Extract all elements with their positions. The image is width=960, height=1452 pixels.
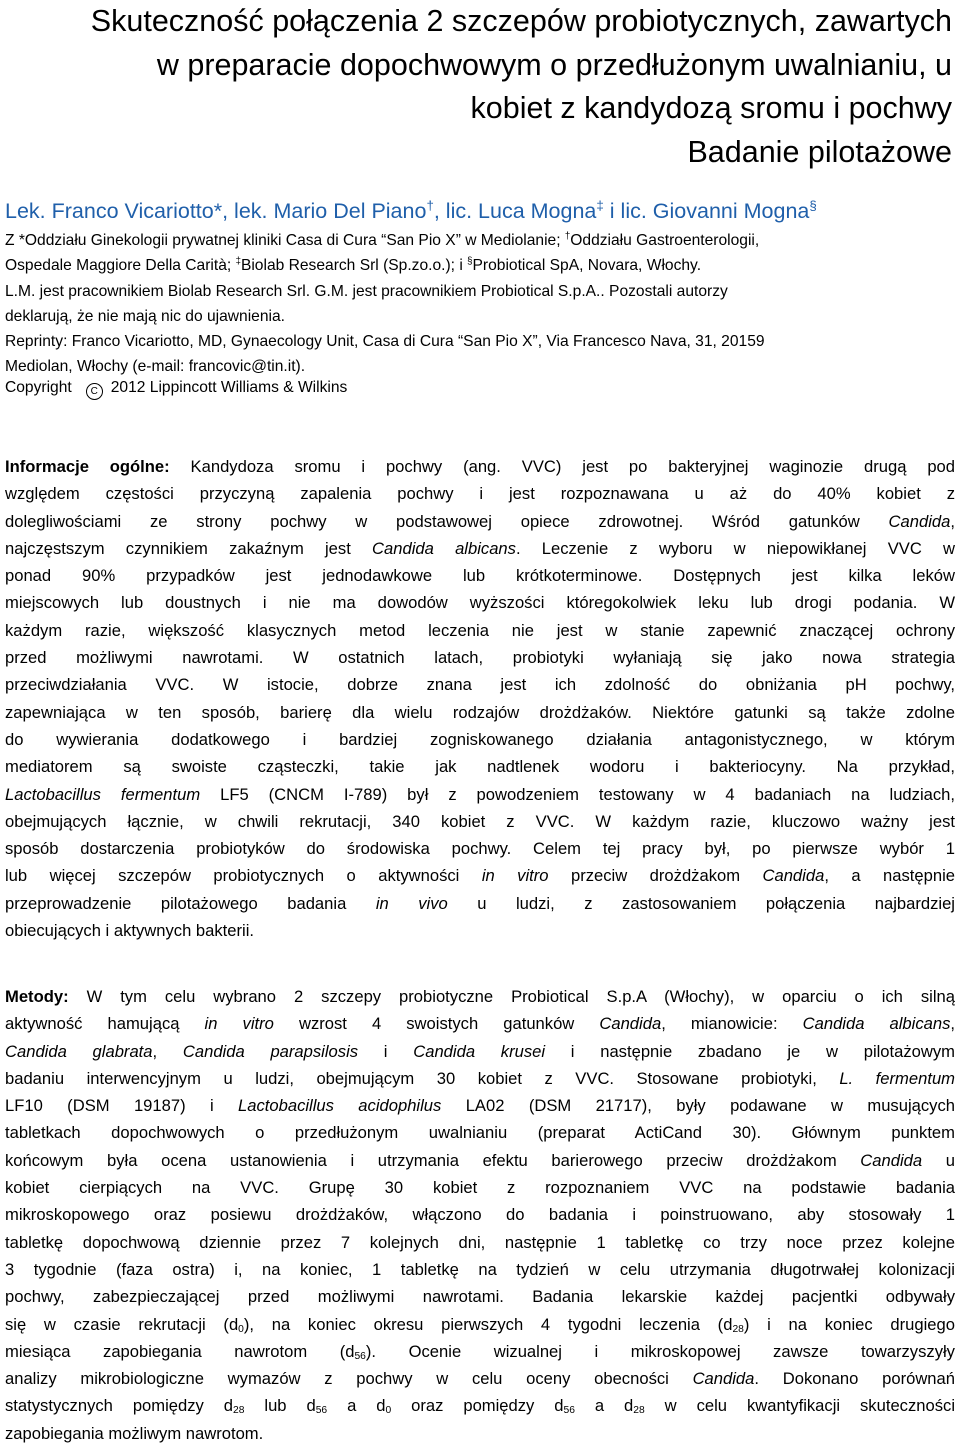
affiliation-text: Ospedale Maggiore Della Carità; [5, 257, 236, 275]
text: analizy mikrobiologiczne wymazów z pochwy w celu oceny obecności [5, 1369, 693, 1389]
paragraph-line [5, 1092, 955, 1119]
text: się w czasie rekrutacji (d [5, 1314, 239, 1334]
paragraph-line [5, 1147, 955, 1174]
text: lub więcej szczepów probiotycznych o aktywności [5, 866, 482, 886]
reprint-line: Mediolan, Włochy (e-mail: francovic@tin.it). [5, 358, 306, 376]
paragraph-line: przeciwdziałania VVC. W istocie, dobrze znana jest ich zdolność do obniżania pH pochwy, [5, 675, 955, 695]
text: LA02 (DSM 21717), były podawane w musujących [441, 1096, 955, 1116]
affiliation-mark: ‡ [235, 256, 241, 268]
text: ). Ocenie wizualnej i mikroskopowej zawsze towarzyszyły [365, 1341, 955, 1361]
paragraph-line [5, 1038, 955, 1065]
text: statystycznych pomiędzy d [5, 1396, 234, 1416]
italic-term: in vivo [375, 893, 448, 913]
text: , [152, 1041, 183, 1061]
paragraph-line: względem częstości przyczyną zapalenia pochwy i jest rozpoznawana u aż do 40% kobiet z [5, 484, 955, 504]
text: przeciw drożdżakom [548, 866, 763, 886]
text: a d [327, 1396, 386, 1416]
subscript: 28 [633, 1405, 645, 1417]
author-text: Lek. Franco Vicariotto*, lek. Mario Del Piano [5, 199, 427, 223]
text: , [950, 511, 955, 531]
paragraph-line: ponad 90% przypadków jest jednodawkowe lub krótkoterminowe. Dostępnych jest kilka leków [5, 566, 955, 586]
paragraph-line [5, 453, 955, 480]
subscript: 56 [354, 1350, 366, 1362]
paragraph-line [5, 1311, 955, 1338]
copyright-icon: C [86, 383, 103, 400]
paragraph-line: do wywierania dodatkowego i bardziej zogniskowanego działania antagonistycznego, w którym [5, 729, 955, 749]
paragraph-line [5, 1392, 955, 1419]
paragraph-line [5, 535, 955, 562]
text: i [358, 1041, 414, 1061]
text: aktywność hamującą [5, 1014, 205, 1034]
text: u ludzi, z zastosowaniem połączenia najbardziej [447, 893, 955, 913]
affiliation-text: Biolab Research Srl (Sp.zo.o.); i [240, 257, 468, 275]
text: , a następnie [824, 866, 955, 886]
text: , [950, 1014, 956, 1034]
affiliation-mark: † [564, 231, 571, 243]
paragraph-line: miejscowych lub doustnych i nie ma dowodów wyższości któregokolwiek leku lub drogi podania. W [5, 593, 955, 613]
copyright-label: Copyright [5, 379, 72, 396]
section-label: Metody: [5, 987, 69, 1006]
text: dolegliwościami ze strony pochwy w podstawowej opiece zdrowotnej. Wśród gatunków [5, 511, 889, 531]
paragraph-line: pochwy, zabezpieczającej przed możliwymi nawrotami. Badania lekarskie każdej pacjentki odbywały [5, 1287, 955, 1307]
text: , mianowicie: [661, 1014, 803, 1034]
paragraph-line: mediatorem są swoiste cząsteczki, takie jak nadtlenek wodoru i bakteriocyny. Na przykład, [5, 757, 955, 777]
paragraph-line: każdym razie, większość klasycznych metod leczenia nie jest w stanie zapewnić znaczącej ochrony [5, 620, 955, 640]
title-line: Skuteczność połączenia 2 szczepów probiotycznych, zawartych [90, 4, 952, 38]
text: Kandydoza sromu i pochwy (ang. VVC) jest po bakteryjnej waginozie drugą pod [169, 457, 955, 476]
italic-term: Candida [762, 866, 825, 886]
text: . Dokonano porównań [754, 1369, 955, 1389]
italic-term: Candida [599, 1014, 662, 1034]
paragraph-line [5, 1338, 955, 1365]
affiliation-text: Z *Oddziału Ginekologii prywatnej kliniki Casa di Cura “San Pio X” w Mediolanie; [5, 232, 565, 249]
affiliation-mark: ‡ [596, 197, 604, 213]
title-line: w preparacie dopochwowym o przedłużonym uwalnianiu, u [156, 47, 952, 82]
paragraph-line: 3 tygodnie (faza ostra) i, na koniec, 1 tabletkę na tydzień w celu utrzymania długotrwałej kolonizacji [5, 1259, 955, 1279]
text: ), na koniec okresu pierwszych 4 tygodni leczenia (d [243, 1314, 733, 1334]
text: końcowym była ocena ustanowienia i utrzymania efektu barierowego przeciw drożdżakom [5, 1150, 861, 1170]
italic-term: Candida krusei [413, 1041, 546, 1061]
paragraph-line: zapewniająca w ten sposób, barierę dla wielu rodzajów drożdżaków. Niektóre gatunki są także zdolne [5, 702, 955, 722]
paragraph-line [5, 890, 955, 917]
italic-term: Candida [860, 1150, 923, 1170]
document-subtitle: Badanie pilotażowe [687, 134, 952, 169]
italic-term: in vitro [481, 866, 549, 886]
paragraph-line: zapobiegania możliwym nawrotom. [5, 1423, 264, 1443]
text: przeprowadzenie pilotażowego badania [5, 893, 376, 913]
italic-term: Candida parapsilosis [182, 1041, 359, 1061]
document-title [0, 0, 952, 174]
affiliations [5, 228, 955, 380]
reprint-line: Reprinty: Franco Vicariotto, MD, Gynaecology Unit, Casa di Cura “San Pio X”, Via Francesco Nava, 31, 20159 [5, 333, 765, 351]
text: u [922, 1150, 955, 1170]
text: najczęstszym czynnikiem zakaźnym jest [5, 538, 373, 558]
paragraph-line [5, 508, 955, 535]
affiliation-mark: † [426, 197, 434, 213]
text: oraz pomiędzy d [391, 1396, 564, 1416]
affiliation-text: Oddziału Gastroenterologii, [570, 232, 760, 249]
text: wzrost 4 swoistych gatunków [273, 1014, 600, 1034]
italic-term: Candida [888, 511, 951, 531]
text: ) i na koniec drugiego [743, 1314, 955, 1334]
copyright-text: 2012 Lippincott Williams & Wilkins [110, 379, 348, 396]
paragraph-line: mikroskopowego oraz posiewu drożdżaków, włączono do badania i poinstruowano, aby stosowały 1 [5, 1205, 955, 1225]
italic-term: L. fermentum [839, 1068, 955, 1088]
italic-term: Lactobacillus fermentum [5, 784, 201, 804]
affiliation-mark: § [467, 256, 473, 268]
affiliation-mark: § [809, 197, 817, 213]
text: LF5 (CNCM I-789) był z powodzeniem testowany w 4 badaniach na ludziach, [200, 784, 956, 804]
paragraph-line: kobiet cierpiących na VVC. Grupę 30 kobiet z rozpoznaniem VVC na podstawie badania [5, 1178, 955, 1198]
author-text: i lic. Giovanni Mogna [603, 199, 810, 223]
paragraph-line [5, 862, 955, 889]
italic-term: Candida glabrata [5, 1041, 153, 1061]
title-line: kobiet z kandydozą sromu i pochwy [470, 91, 952, 126]
text: a d [574, 1396, 634, 1416]
subscript: 28 [233, 1405, 245, 1417]
disclosure-line: deklarują, że nie mają nic do ujawnienia. [5, 307, 285, 325]
section-general-info [5, 453, 955, 944]
paragraph-line: sposób dostarczenia probiotyków do środowiska pochwy. Celem tej pracy był, po pierwsze wybór 1 [5, 839, 955, 859]
paragraph-line: przed możliwymi nawrotami. W ostatnich latach, probiotyki wyłaniają się jako nowa strategia [5, 648, 955, 668]
text: w celu kwantyfikacji skuteczności [644, 1396, 956, 1416]
italic-term: in vitro [204, 1014, 274, 1034]
italic-term: Candida [692, 1369, 755, 1389]
text: i następnie zbadano je w pilotażowym [545, 1041, 956, 1061]
paragraph-line [5, 1010, 955, 1037]
subscript: 56 [563, 1405, 575, 1417]
subscript: 56 [315, 1405, 328, 1417]
copyright-line [5, 375, 347, 400]
paragraph-line: tabletkę dopochwową dziennie przez 7 kolejnych dni, następnie 1 tabletkę co trzy noce przez kolejne [5, 1232, 955, 1252]
section-methods [5, 983, 955, 1447]
paragraph-line: tabletkach dopochwowych o przedłużonym uwalnianiu (preparat ActiCand 30). Głównym punktem [5, 1123, 955, 1143]
subscript: 0 [385, 1405, 392, 1417]
subscript: 28 [732, 1323, 744, 1335]
italic-term: Lactobacillus acidophilus [238, 1096, 442, 1116]
paragraph-line [5, 781, 955, 808]
disclosure-line: L.M. jest pracownikiem Biolab Research Srl. G.M. jest pracownikiem Probiotical S.p.A.. Pozostali autorzy [5, 282, 728, 300]
affiliation-line [5, 253, 955, 278]
text: miesiąca zapobiegania nawrotom (d [5, 1341, 355, 1361]
section-label: Informacje ogólne: [5, 457, 170, 476]
author-list [5, 196, 955, 226]
paragraph-line: obejmujących łącznie, w chwili rekrutacji, 340 kobiet z VVC. W każdym razie, kluczowo ważny jest [5, 811, 955, 831]
text: LF10 (DSM 19187) i [5, 1096, 239, 1116]
text: lub d [244, 1396, 316, 1416]
text: W tym celu wybrano 2 szczepy probiotyczne Probiotical S.p.A (Włochy), w oparciu o ich silną [68, 987, 955, 1006]
affiliation-text: Probiotical SpA, Novara, Włochy. [472, 257, 702, 275]
paragraph-line [5, 983, 955, 1010]
text: badaniu interwencyjnym u ludzi, obejmującym 30 kobiet z VVC. Stosowane probiotyki, [5, 1068, 840, 1088]
author-text: , lic. Luca Mogna [433, 199, 597, 223]
paragraph-line: obiecujących i aktywnych bakterii. [5, 921, 255, 941]
italic-term: Candida albicans [372, 538, 516, 558]
italic-term: Candida albicans [802, 1014, 951, 1034]
paragraph-line [5, 1065, 955, 1092]
subscript: 0 [238, 1323, 244, 1335]
paragraph-line [5, 1365, 955, 1392]
text: . Leczenie z wyboru w niepowikłanej VVC w [515, 538, 956, 558]
affiliation-line [5, 228, 955, 253]
